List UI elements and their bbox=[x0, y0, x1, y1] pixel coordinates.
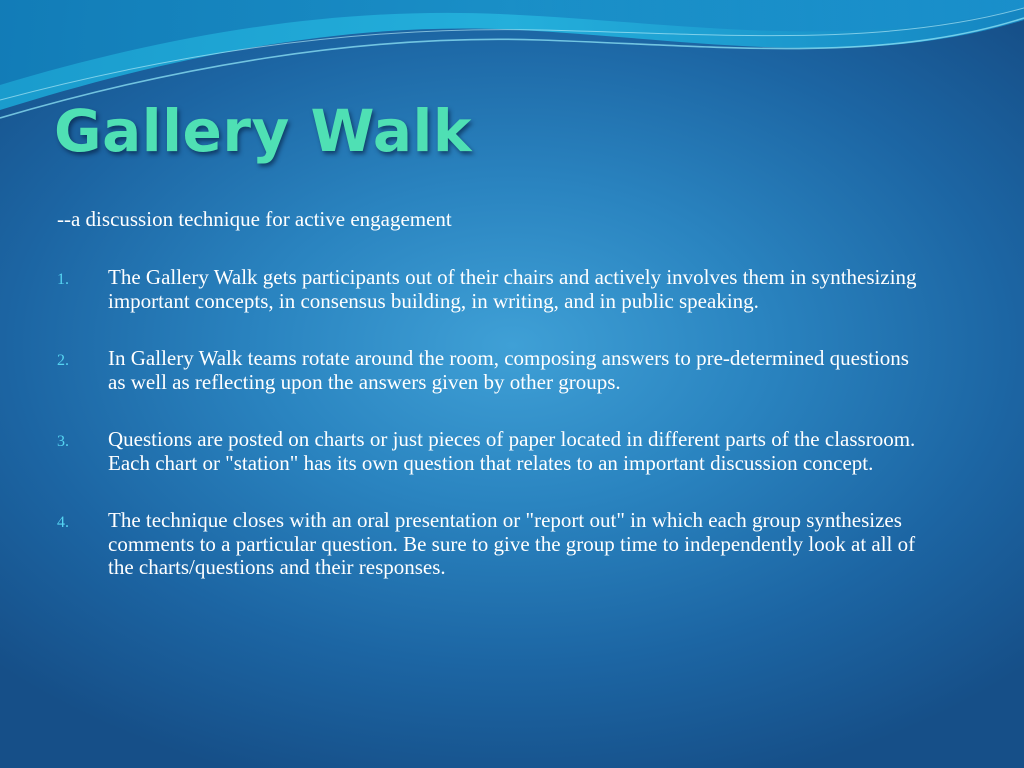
slide-subtitle: --a discussion technique for active engagement bbox=[57, 207, 452, 231]
list-item-text: In Gallery Walk teams rotate around the room, composing answers to pre-determined questions as well as reflecting upon the answers given by other groups. bbox=[108, 346, 909, 394]
list-item-number: 4. bbox=[57, 514, 69, 531]
list-item-number: 1. bbox=[57, 271, 69, 288]
list-item-text: Questions are posted on charts or just pieces of paper located in different parts of the classroom. Each chart or "station" has its own question that relates to an important discussion concept. bbox=[108, 427, 916, 475]
list-item bbox=[57, 509, 927, 580]
list-item-number: 3. bbox=[57, 433, 69, 450]
numbered-point-list bbox=[57, 266, 927, 614]
list-item-text: The Gallery Walk gets participants out of their chairs and actively involves them in synthesizing important concepts, in consensus building, in writing, and in public speaking. bbox=[108, 265, 917, 313]
list-item bbox=[57, 347, 927, 394]
slide-title: Gallery Walk bbox=[54, 97, 472, 165]
list-item bbox=[57, 266, 927, 313]
list-item-number: 2. bbox=[57, 352, 69, 369]
list-item-text: The technique closes with an oral presentation or "report out" in which each group synthesizes comments to a particular question. Be sure to give the group time to independently look at all of the charts/questions and their responses. bbox=[108, 508, 916, 579]
list-item bbox=[57, 428, 927, 475]
